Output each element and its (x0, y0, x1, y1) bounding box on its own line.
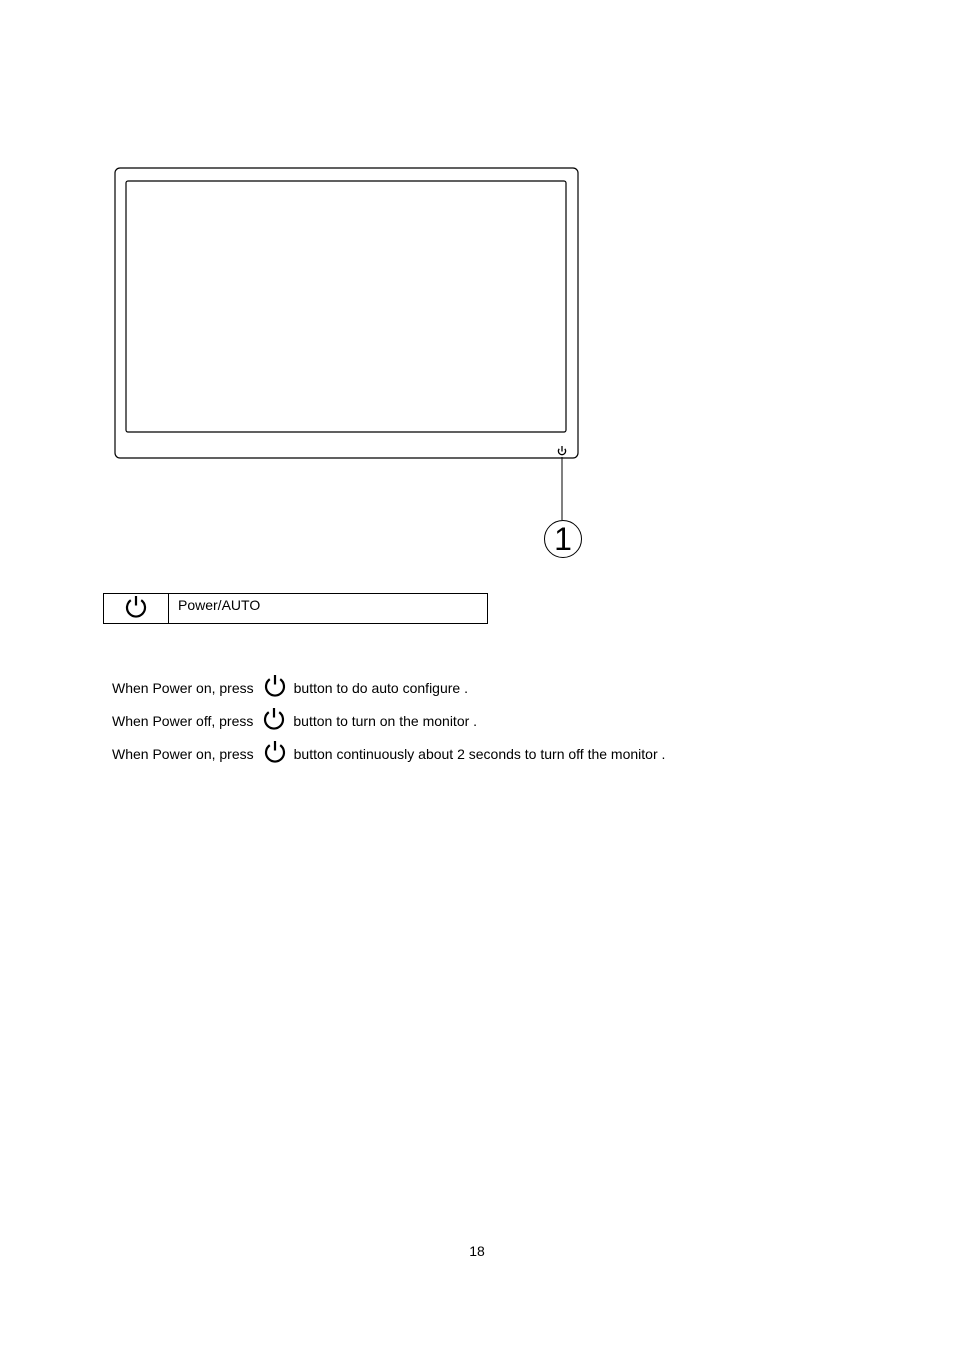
button-legend-table (103, 593, 488, 624)
power-icon (262, 706, 286, 730)
instruction-line (112, 704, 665, 737)
power-icon (263, 673, 287, 697)
power-icon (263, 739, 287, 763)
instruction-line (112, 671, 665, 704)
instruction-line (112, 737, 665, 770)
instructions-list (112, 671, 665, 770)
monitor-diagram (100, 160, 600, 570)
instruction-text-after: button to turn on the monitor . (293, 712, 478, 729)
instruction-text-before: When Power on, press (112, 745, 254, 762)
bezel-power-icon (558, 446, 565, 455)
legend-icon-cell (104, 594, 169, 623)
power-icon (124, 594, 148, 623)
instruction-text-after: button continuously about 2 seconds to turn off the monitor . (293, 745, 666, 762)
instruction-text-before: When Power off, press (112, 712, 254, 729)
legend-label: Power/AUTO (178, 597, 261, 613)
instruction-text-before: When Power on, press (112, 679, 254, 696)
page-number: 18 (469, 1243, 485, 1259)
monitor-bezel (115, 168, 578, 458)
instruction-text-after: button to do auto configure . (293, 679, 468, 696)
monitor-drawing (100, 160, 600, 570)
monitor-screen (126, 181, 566, 432)
callout-number: 1 (554, 521, 572, 557)
